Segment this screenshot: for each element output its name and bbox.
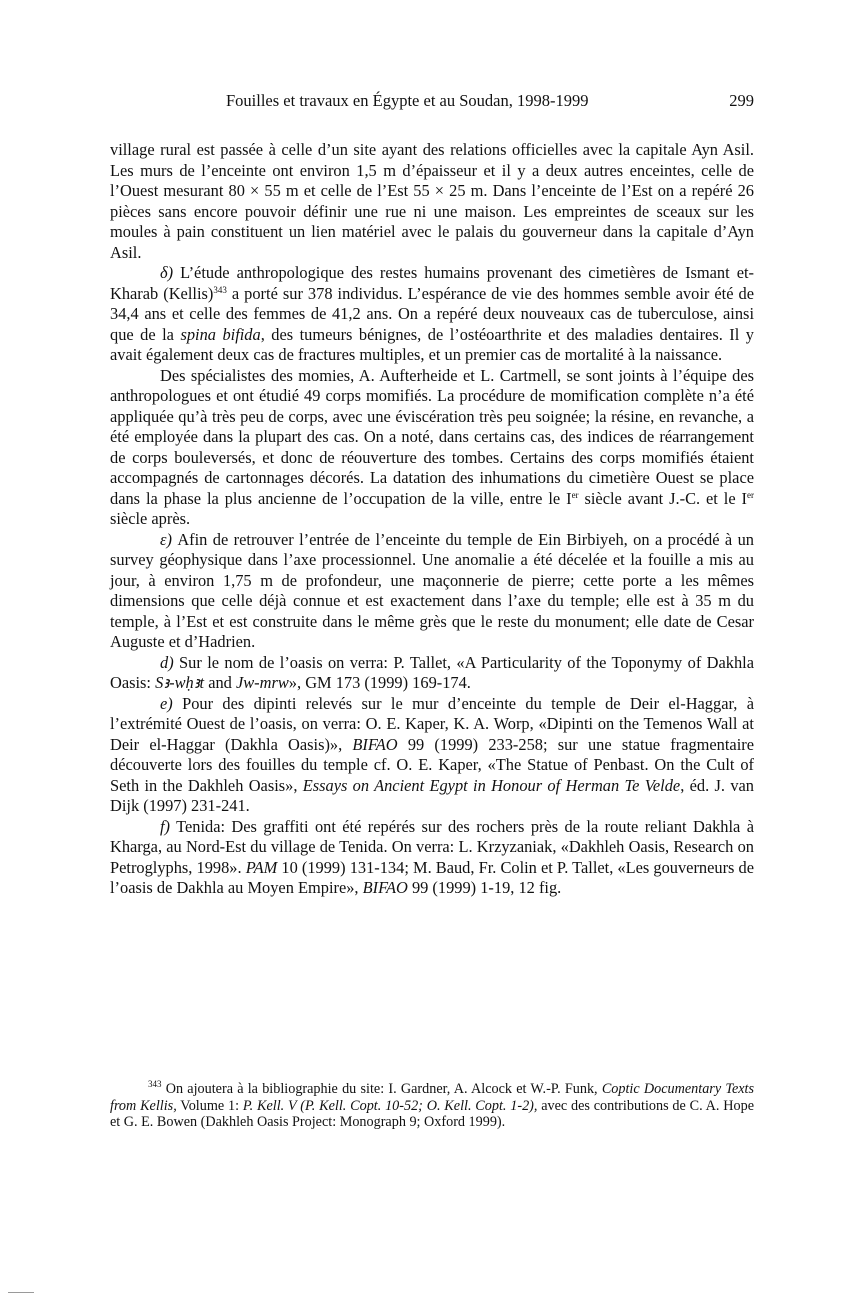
item-label: e) (160, 693, 173, 713)
item-label: f) (160, 816, 171, 836)
running-header (110, 91, 754, 115)
item-label: δ) (160, 263, 174, 282)
footnote-343: $^{343}$ On ajoutera à la bibliographie du site: I. Gardner, A. Alcock et W.-P. Funk, Coptic Documentary Texts from Kellis, Volume 1: P. Kell. V (P. Kell. Copt. 10-52; O. Kell. Copt. 1-2), avec des contributions de C. A. Hope et G. E. Bowen (Dakhleh Oasis Project: Monograph 9; Oxford 1999). (110, 1079, 754, 1131)
footnote (110, 1081, 754, 1131)
footnote-number: 343 (148, 1079, 162, 1089)
scan-edge-mark (8, 1292, 34, 1293)
body-text (110, 140, 754, 899)
item-label: ε) (160, 529, 172, 549)
running-title: Fouilles et travaux en Égypte et au Soudan, 1998-1999 (226, 91, 589, 110)
footnote-reference[interactable]: 343 (213, 284, 227, 295)
paragraph-toponymy: d) Sur le nom de l’oasis on verra: P. Tallet, «A Particularity of the Toponymy of Dakhla Oasis: Sꜣ-wḥꜣt and Jw-mrw», GM 173 (1999) 169-174. (110, 652, 754, 692)
page-number: 299 (729, 91, 754, 110)
paragraph-village: village rural est passée à celle d’un site ayant des relations officielles avec la capitale Ayn Asil. Les murs de l’enceinte ont environ 1,5 m d’épaisseur et il y a deux autres enceintes, celle de l’Ouest mesurant 80 × 55 m et celle de l’Est 55 × 25 m. Dans l’enceinte de l’Est on a repéré 26 pièces sans encore pouvoir définir une rue ni une maison. Les empreintes de sceaux sur les moules à pain constituent un lien matériel avec le palais du gouverneur dans la capitale d’Ayn Asil. (110, 140, 754, 262)
paragraph-mummies: Des spécialistes des momies, A. Aufterheide et L. Cartmell, se sont joints à l’équipe des anthropologues et ont étudié 49 corps momifiés. La procédure de momification complète n’a été appliquée qu’à très peu de corps, avec une éviscération très peu soignée; la résine, en revanche, a été employée dans la plupart des cas. On a noté, dans certains cas, des indices de réarrangement de corps bouleversés, et donc de réouverture des tombes. Certains des corps momifiés étaient accompagnés de cartonnages décorés. La datation des inhumations du cimetière Ouest se place dans la phase la plus ancienne de l’occupation de la ville, entre le Ier siècle avant J.-C. et le Ier siècle après. (110, 365, 754, 528)
paragraph-temple-survey: ε) Afin de retrouver l’entrée de l’enceinte du temple de Ein Birbiyeh, on a procédé à un survey géophysique dans l’axe processionnel. Une anomalie a été décelée et la fouille a mis au jour, à environ 1,75 m de profondeur, une maçonnerie de pierre; cette porte a les mêmes dimensions que celle déjà connue et est exactement dans l’axe du temple; elle est à 35 m du temple, à l’Est et est construite dans le même grès que le reste du monument; elle date de Cesar Auguste et d’Hadrien. (110, 529, 754, 651)
paragraph-tenida: f) Tenida: Des graffiti ont été repérés sur des rochers près de la route reliant Dakhla à Kharga, au Nord-Est du village de Tenida. On verra: L. Krzyzaniak, «Dakhleh Oasis, Research on Petroglyphs, 1998». PAM 10 (1999) 131-134; M. Baud, Fr. Colin et P. Tallet, «Les gouverneurs de l’oasis de Dakhla au Moyen Empire», BIFAO 99 (1999) 1-19, 12 fig. (110, 816, 754, 897)
paragraph-anthropology: δ) L’étude anthropologique des restes humains provenant des cimetières de Ismant et-Kharab (Kellis)$^{343}$ a porté sur 378 individus. L’espérance de vie des hommes semble avoir été de 34,4 ans et celle des femmes de 41,2 ans. On a repéré deux nouveaux cas de tuberculose, ainsi que de la spina bifida, des tumeurs bénignes, de l’ostéoarthrite et des maladies dentaires. Il y avait également deux cas de fractures multiples, et un premier cas de mortalité à la naissance. (110, 263, 755, 364)
paragraph-dipinti: e) Pour des dipinti relevés sur le mur d’enceinte du temple de Deir el-Haggar, à l’extrémité Ouest de l’oasis, on verra: O. E. Kaper, K. A. Worp, «Dipinti on the Temenos Wall at Deir el-Haggar (Dakhla Oasis)», BIFAO 99 (1999) 233-258; sur une statue fragmentaire découverte lors des fouilles du temple cf. O. E. Kaper, «The Statue of Penbast. On the Cult of Seth in the Dakhleh Oasis», Essays on Ancient Egypt in Honour of Herman Te Velde, éd. J. van Dijk (1997) 231-241. (110, 693, 754, 815)
item-label: d) (160, 652, 174, 672)
